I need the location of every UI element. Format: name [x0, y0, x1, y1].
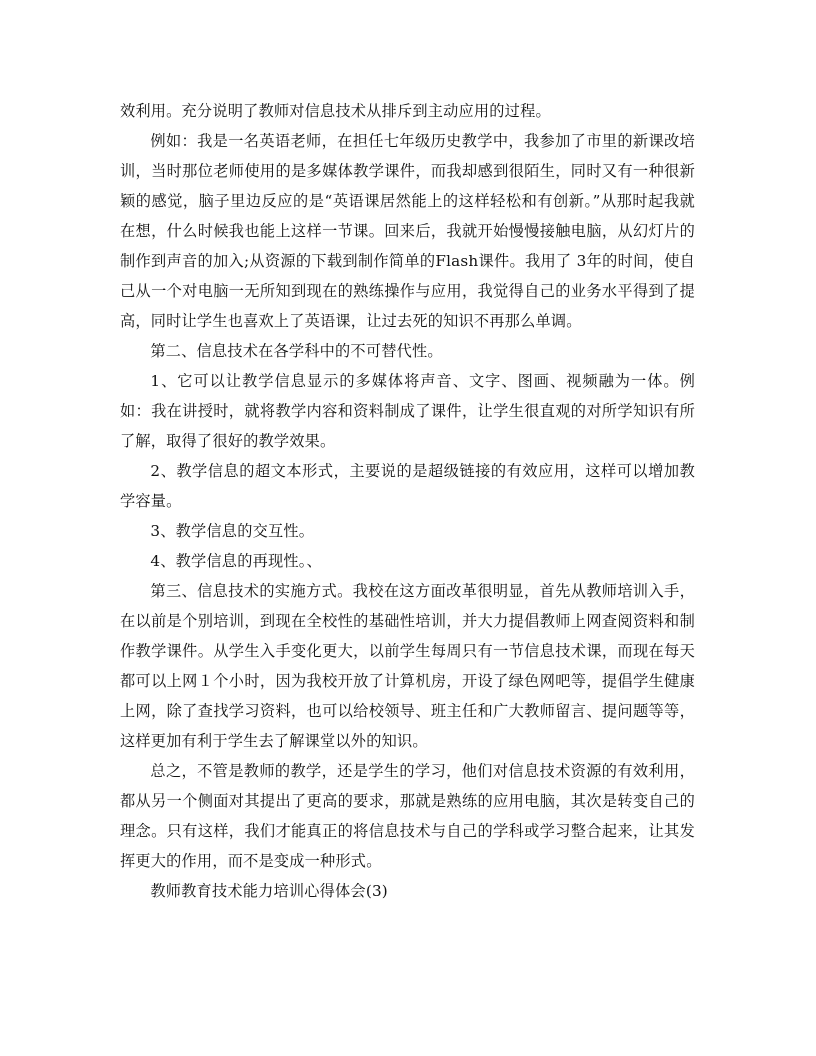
- section-title: 教师教育技术能力培训心得体会(3): [150, 882, 388, 900]
- paragraph-continuation: 效利用。充分说明了教师对信息技术从排斥到主动应用的过程。: [120, 102, 551, 120]
- paragraph-summary: 总之，不管是教师的教学，还是学生的学习，他们对信息技术资源的有效利用，都从另一个侧面对其提出了更高的要求，那就是熟练的应用电脑，其次是转变自己的理念。只有这样，我们才能真正的将信息技术与自己的学科或学习整合起来，让其发挥更大的作用，而不是变成一种形式。: [120, 762, 695, 870]
- list-item-1: 1、它可以让教学信息显示的多媒体将声音、文字、图画、视频融为一体。例如：我在讲授时，就将教学内容和资料制成了课件，让学生很直观的对所学知识有所了解，取得了很好的教学效果。: [120, 372, 695, 450]
- list-item-3: 3、教学信息的交互性。: [150, 522, 315, 540]
- list-item-2: 2、教学信息的超文本形式，主要说的是超级链接的有效应用，这样可以增加教学容量。: [120, 462, 695, 510]
- paragraph-example: 例如：我是一名英语老师，在担任七年级历史教学中，我参加了市里的新课改培训，当时那位老师使用的是多媒体教学课件，而我却感到很陌生，同时又有一种很新颖的感觉，脑子里边反应的是“英语课居然能上的这样轻松和有创新。”从那时起我就在想，什么时候我也能上这样一节课。回来后，我就开始慢慢接触电脑，从幻灯片的制作到声音的加入;从资源的下载到制作简单的Flash课件。我用了 3年的时间，使自己从一个对电脑一无所知到现在的熟练操作与应用，我觉得自己的业务水平得到了提高，同时让学生也喜欢上了英语课，让过去死的知识不再那么单调。: [120, 132, 695, 330]
- document-body: [120, 96, 695, 906]
- paragraph-third-point: 第三、信息技术的实施方式。我校在这方面改革很明显，首先从教师培训入手，在以前是个别培训，到现在全校性的基础性培训，并大力提倡教师上网查阅资料和制作教学课件。从学生入手变化更大，以前学生每周只有一节信息技术课，而现在每天都可以上网１个小时，因为我校开放了计算机房，开设了绿色网吧等，提倡学生健康上网，除了查找学习资料，也可以给校领导、班主任和广大教师留言、提问题等等，这样更加有利于学生去了解课堂以外的知识。: [120, 582, 695, 750]
- heading-second-point: 第二、信息技术在各学科中的不可替代性。: [150, 342, 443, 360]
- list-item-4: 4、教学信息的再现性。、: [150, 552, 322, 570]
